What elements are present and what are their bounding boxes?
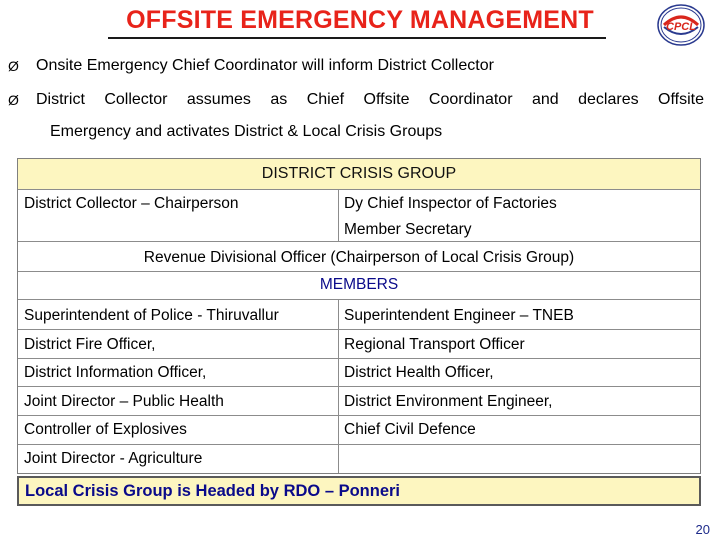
title-underline [108,37,606,39]
district-crisis-group-table [17,158,701,474]
table-divider [18,386,700,387]
member-cell: District Fire Officer, [24,336,156,353]
banner-text: Local Crisis Group is Headed by RDO – Ponneri [25,482,401,500]
column-divider [338,189,339,241]
bullet-item [8,58,494,74]
member-cell: Chief Civil Defence [344,421,476,438]
table-divider [18,271,700,272]
member-secretary-line2: Member Secretary [344,221,472,238]
member-cell: District Health Officer, [344,364,494,381]
bullet-item [8,92,704,108]
arrow-bullet-icon: Ø [8,58,19,74]
member-cell: Superintendent of Police - Thiruvallur [24,307,279,324]
member-cell: District Environment Engineer, [344,393,553,410]
bullet-text: Onsite Emergency Chief Coordinator will inform District Collector [36,57,494,74]
table-divider [18,415,700,416]
cpcl-logo-icon [656,3,706,47]
member-cell: Joint Director – Public Health [24,393,224,410]
members-heading: MEMBERS [319,276,399,293]
table-divider [18,299,700,300]
page-number: 20 [695,522,710,537]
bullet-continuation-text: Emergency and activates District & Local Crisis Groups [50,123,443,140]
member-cell: Superintendent Engineer – TNEB [344,307,574,324]
local-crisis-group-banner [17,476,701,506]
member-cell: Regional Transport Officer [344,336,525,353]
rdo-chairperson-cell: Revenue Divisional Officer (Chairperson of Local Crisis Group) [143,249,575,266]
logo-text: CPCL [666,21,696,33]
member-cell: Controller of Explosives [24,421,187,438]
bullet-text: District Collector assumes as Chief Offsite Coordinator and declares Offsite [36,91,704,108]
member-secretary-line1: Dy Chief Inspector of Factories [344,195,557,212]
page-title: OFFSITE EMERGENCY MANAGEMENT [126,6,594,34]
cpcl-logo [656,3,706,47]
member-cell: District Information Officer, [24,364,207,381]
table-divider [18,189,700,190]
chairperson-cell: District Collector – Chairperson [24,195,239,212]
arrow-bullet-icon: Ø [8,92,19,108]
table-divider [18,241,700,242]
table-divider [18,358,700,359]
table-divider [18,329,700,330]
table-divider [18,444,700,445]
table-header: DISTRICT CRISIS GROUP [18,159,700,189]
member-cell: Joint Director - Agriculture [24,450,203,467]
